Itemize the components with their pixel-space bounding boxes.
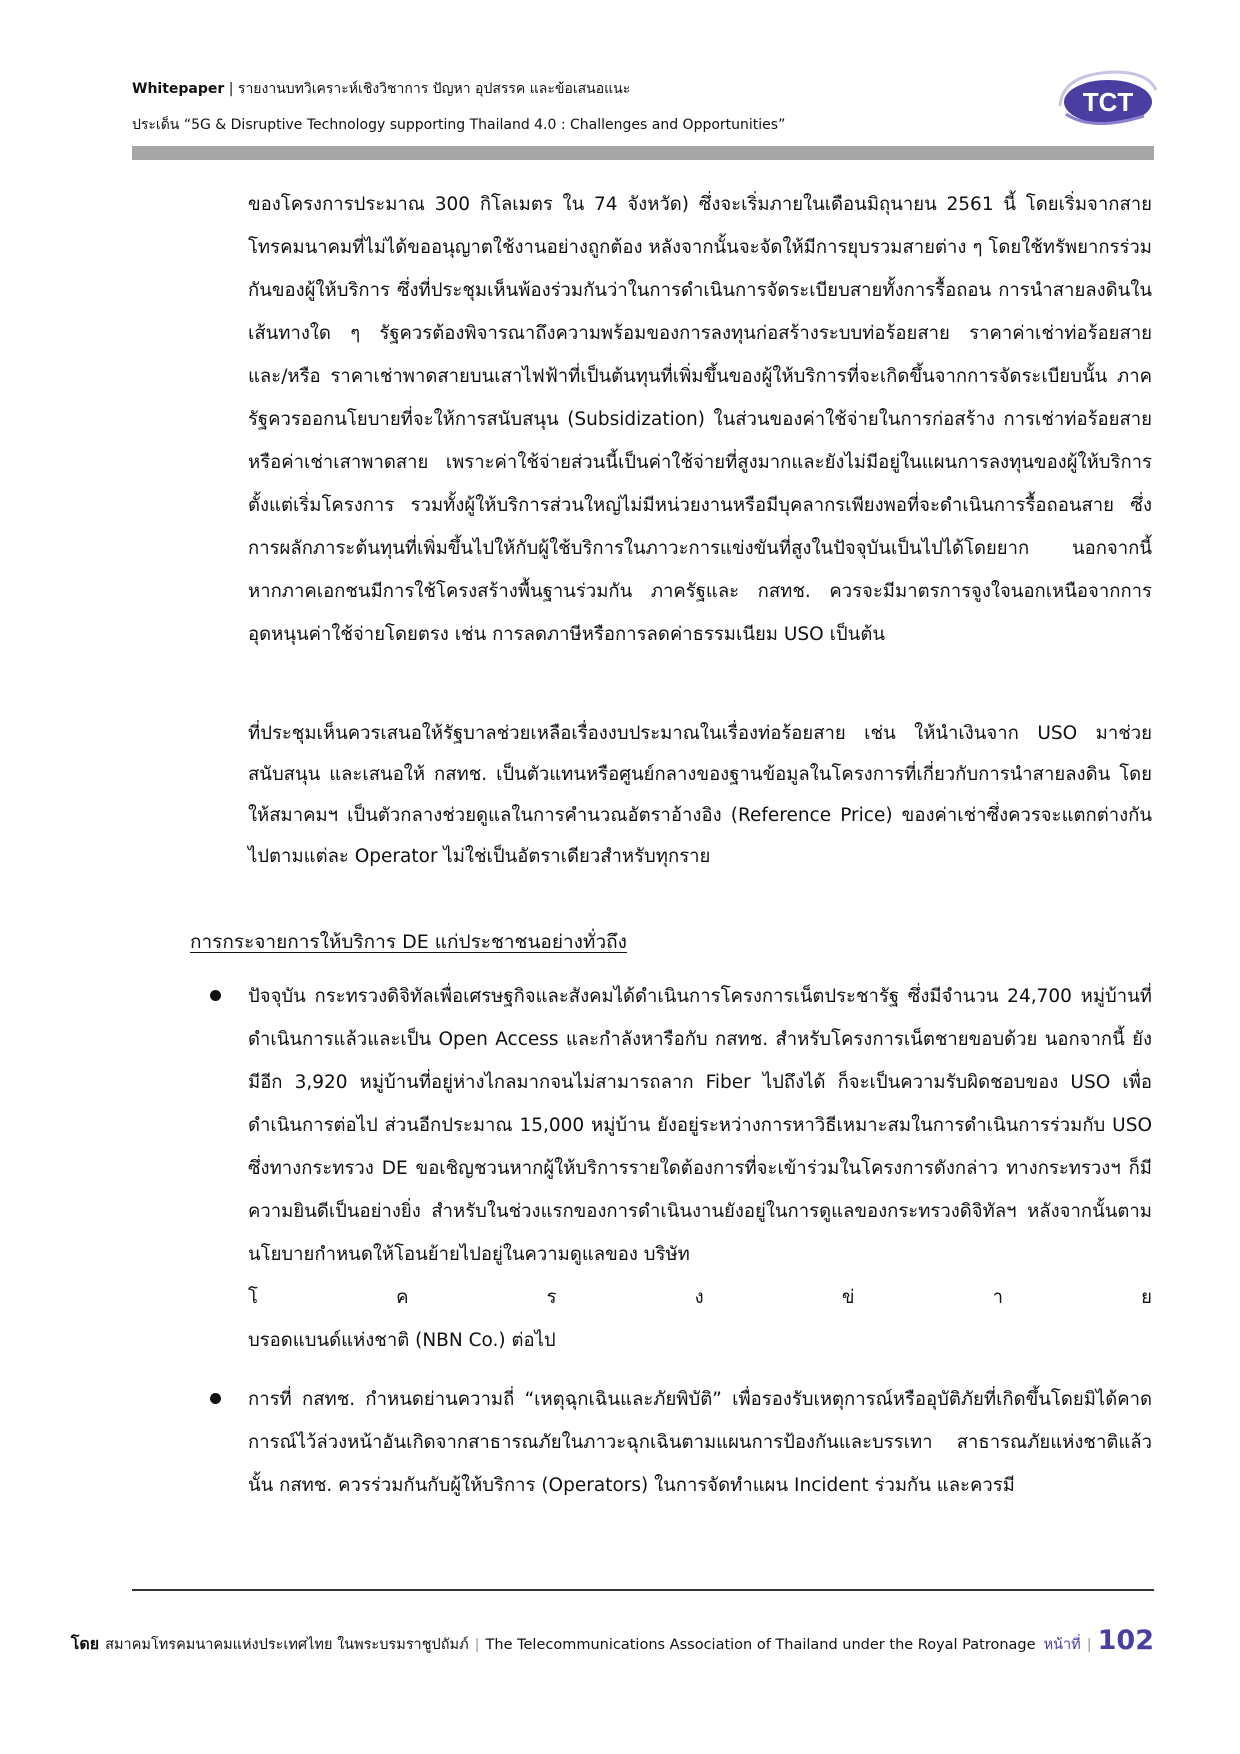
footer-divider-2: |: [1086, 1637, 1092, 1653]
spread-char: ข่: [841, 1287, 855, 1308]
spread-char: ย: [1141, 1287, 1152, 1308]
bullet-2-text: การที่ กสทช. กำหนดย่านความถี่ “เหตุฉุกเฉินและภัยพิบัติ” เพื่อรองรับเหตุการณ์หรืออุบัติภัยที่เกิดขึ้นโดยมิได้คาดการณ์ไว้ล่วงหน้าอันเกิดจากสาธารณภัยในภาวะฉุกเฉินตามแผนการป้องกันและบรรเทา สาธารณภัยแห่งชาติแล้วนั้น กสทช. ควรร่วมกันกับผู้ให้บริการ (Operators) ในการจัดทำแผน Incident ร่วมกัน และควรมี: [248, 1389, 1152, 1496]
brand-label: Whitepaper: [132, 81, 225, 97]
footer-by: โดย: [70, 1634, 100, 1653]
bullet-dot-icon: [210, 1393, 221, 1404]
header-title-line: [132, 78, 1132, 100]
tct-logo: [1052, 62, 1162, 134]
spread-char: ค: [396, 1287, 409, 1308]
bullet-1-text: ปัจจุบัน กระทรวงดิจิทัลเพื่อเศรษฐกิจและสังคมได้ดำเนินการโครงการเน็ตประชารัฐ ซึ่งมีจำนวน 24,700 หมู่บ้านที่ดำเนินการแล้วและเป็น Open Access และกำลังหารือกับ กสทช. สำหรับโครงการเน็ตชายขอบด้วย นอกจากนี้ ยังมีอีก 3,920 หมู่บ้านที่อยู่ห่างไกลมากจนไม่สามารถลาก Fiber ไปถึงได้ ก็จะเป็นความรับผิดชอบของ USO เพื่อดำเนินการต่อไป ส่วนอีกประมาณ 15,000 หมู่บ้าน ยังอยู่ระหว่างการหาวิธีเหมาะสมในการดำเนินการร่วมกับ USO ซึ่งทางกระทรวง DE ขอเชิญชวนหากผู้ให้บริการรายใดต้องการที่จะเข้าร่วมในโครงการดังกล่าว ทางกระทรวงฯ ก็มีความยินดีเป็นอย่างยิ่ง สำหรับในช่วงแรกของการดำเนินงานยังอยู่ในการดูแลของกระทรวงดิจิทัลฯ หลังจากนั้นตามนโยบายกำหนดให้โอนย้ายไปอยู่ในความดูแลของ บริษัท: [248, 986, 1152, 1265]
footer-org-th: สมาคมโทรคมนาคมแห่งประเทศไทย ในพระบรมราชูปถัมภ์: [105, 1637, 469, 1653]
paragraph-1: [248, 183, 1152, 656]
report-title: รายงานบทวิเคราะห์เชิงวิชาการ ปัญหา อุปสรรค และข้อเสนอแนะ: [237, 81, 631, 97]
spread-char: า: [992, 1287, 1003, 1308]
bullet-1-last-line: บรอดแบนด์แห่งชาติ (NBN Co.) ต่อไป: [248, 1330, 556, 1351]
paragraph-1-text: ของโครงการประมาณ 300 กิโลเมตร ใน 74 จังหวัด) ซึ่งจะเริ่มภายในเดือนมิถุนายน 2561 นี้ โดยเริ่มจากสายโทรคมนาคมที่ไม่ได้ขออนุญาตใช้งานอย่างถูกต้อง หลังจากนั้นจะจัดให้มีการยุบรวมสายต่าง ๆ โดยใช้ทรัพยากรร่วมกันของผู้ให้บริการ ซึ่งที่ประชุมเห็นพ้องร่วมกันว่าในการดำเนินการจัดระเบียบสายทั้งการรื้อถอน การนำสายลงดินในเส้นทางใด ๆ รัฐควรต้องพิจารณาถึงความพร้อมของการลงทุนก่อสร้างระบบท่อร้อยสาย ราคาค่าเช่าท่อร้อยสาย และ/หรือ ราคาเช่าพาดสายบนเสาไฟฟ้าที่เป็นต้นทุนที่เพิ่มขึ้นของผู้ให้บริการที่จะเกิดขึ้นจากการจัดระเบียบนั้น ภาครัฐควรออกนโยบายที่จะให้การสนับสนุน (Subsidization) ในส่วนของค่าใช้จ่ายในการก่อสร้าง การเช่าท่อร้อยสาย หรือค่าเช่าเสาพาดสาย เพราะค่าใช้จ่ายส่วนนี้เป็นค่าใช้จ่ายที่สูงมากและยังไม่มีอยู่ในแผนการลงทุนของผู้ให้บริการตั้งแต่เริ่มโครงการ รวมทั้งผู้ให้บริการส่วนใหญ่ไม่มีหน่วยงานหรือมีบุคลากรเพียงพอที่จะดำเนินการรื้อถอนสาย ซึ่งการผลักภาระต้นทุนที่เพิ่มขึ้นไปให้กับผู้ใช้บริการในภาวะการแข่งขันที่สูงในปัจจุบันเป็นไปได้โดยยาก นอกจากนี้ หากภาคเอกชนมีการใช้โครงสร้างพื้นฐานร่วมกัน ภาครัฐและ กสทช. ควรจะมีมาตรการจูงใจนอกเหนือจากการอุดหนุนค่าใช้จ่ายโดยตรง เช่น การลดภาษีหรือการลดค่าธรรมเนียม USO เป็นต้น: [248, 194, 1152, 645]
footer-divider: [132, 1589, 1154, 1591]
bullet-1-spread-line: [248, 1276, 1152, 1319]
bullet-item-2: [248, 1378, 1152, 1507]
header-divider: |: [228, 81, 234, 97]
footer-divider-1: |: [474, 1637, 480, 1653]
bullet-dot-icon: [210, 990, 221, 1001]
spread-char: โ: [248, 1287, 258, 1308]
paragraph-2: [248, 713, 1152, 877]
spread-char: ง: [694, 1287, 704, 1308]
page-header: [132, 78, 1132, 136]
footer-org-en: The Telecommunications Association of Thailand under the Royal Patronage: [485, 1637, 1036, 1653]
spread-char: ร: [546, 1287, 557, 1308]
header-divider-bar: [132, 146, 1154, 160]
bullet-item-1: [248, 975, 1152, 1362]
page-footer: [70, 1625, 1154, 1660]
paragraph-2-text: ที่ประชุมเห็นควรเสนอให้รัฐบาลช่วยเหลือเรื่องงบประมาณในเรื่องท่อร้อยสาย เช่น ให้นำเงินจาก USO มาช่วยสนับสนุน และเสนอให้ กสทช. เป็นตัวแทนหรือศูนย์กลางของฐานข้อมูลในโครงการที่เกี่ยวกับการนำสายลงดิน โดยให้สมาคมฯ เป็นตัวกลางช่วยดูแลในการคำนวณอัตราอ้างอิง (Reference Price) ของค่าเช่าซึ่งควรจะแตกต่างกันไปตามแต่ละ Operator ไม่ใช่เป็นอัตราเดียวสำหรับทุกราย: [248, 723, 1152, 867]
page-label: หน้าที่: [1043, 1637, 1081, 1653]
page-number: 102: [1097, 1625, 1154, 1656]
section-heading: การกระจายการให้บริการ DE แก่ประชาชนอย่างทั่วถึง: [190, 931, 627, 953]
topic-line: ประเด็น “5G & Disruptive Technology supporting Thailand 4.0 : Challenges and Opportunities”: [132, 117, 786, 133]
logo-text: TCT: [1082, 87, 1134, 117]
